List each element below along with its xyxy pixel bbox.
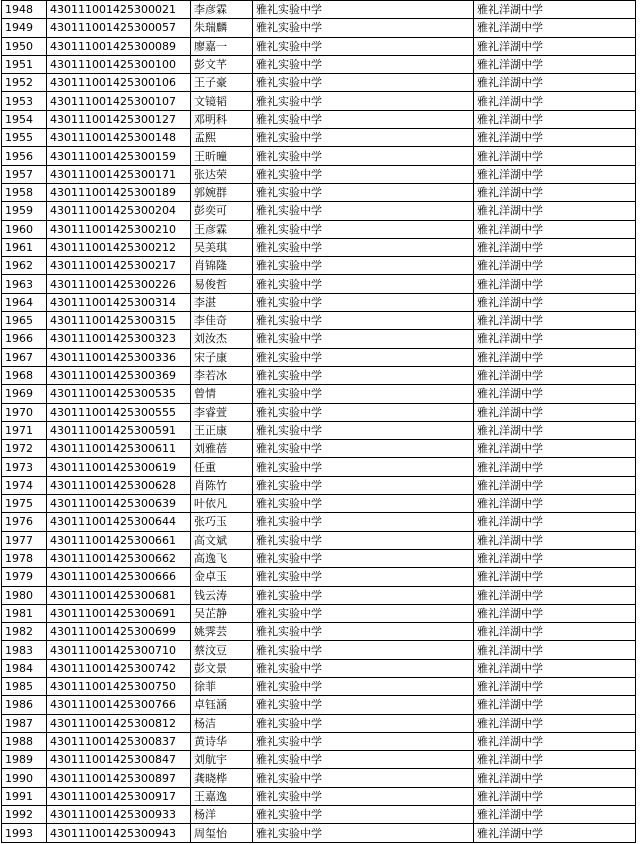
student-name-cell: 刘雅蓓 bbox=[191, 440, 253, 458]
table-row bbox=[2, 549, 636, 567]
current-school-cell: 雅礼实验中学 bbox=[253, 568, 474, 586]
exam-id-cell: 430111001425300323 bbox=[47, 330, 191, 348]
table-row bbox=[2, 568, 636, 586]
admitted-school-cell: 雅礼洋湖中学 bbox=[474, 440, 636, 458]
student-name-cell: 黄诗华 bbox=[191, 732, 253, 750]
exam-id-cell: 430111001425300897 bbox=[47, 769, 191, 787]
student-name-cell: 杨洋 bbox=[191, 806, 253, 824]
row-number-cell: 1954 bbox=[2, 110, 47, 128]
current-school-cell: 雅礼实验中学 bbox=[253, 220, 474, 238]
table-row bbox=[2, 293, 636, 311]
row-number-cell: 1981 bbox=[2, 604, 47, 622]
admitted-school-cell: 雅礼洋湖中学 bbox=[474, 385, 636, 403]
exam-id-cell: 430111001425300699 bbox=[47, 623, 191, 641]
table-row bbox=[2, 55, 636, 73]
student-name-cell: 张达荣 bbox=[191, 165, 253, 183]
table-row bbox=[2, 110, 636, 128]
row-number-cell: 1984 bbox=[2, 659, 47, 677]
row-number-cell: 1970 bbox=[2, 403, 47, 421]
row-number-cell: 1960 bbox=[2, 220, 47, 238]
admitted-school-cell: 雅礼洋湖中学 bbox=[474, 147, 636, 165]
admitted-school-cell: 雅礼洋湖中学 bbox=[474, 549, 636, 567]
current-school-cell: 雅礼实验中学 bbox=[253, 312, 474, 330]
table-row bbox=[2, 19, 636, 37]
student-name-cell: 钱云涛 bbox=[191, 586, 253, 604]
row-number-cell: 1972 bbox=[2, 440, 47, 458]
admitted-school-cell: 雅礼洋湖中学 bbox=[474, 92, 636, 110]
row-number-cell: 1986 bbox=[2, 696, 47, 714]
student-name-cell: 彭文芊 bbox=[191, 55, 253, 73]
current-school-cell: 雅礼实验中学 bbox=[253, 531, 474, 549]
row-number-cell: 1962 bbox=[2, 257, 47, 275]
current-school-cell: 雅礼实验中学 bbox=[253, 806, 474, 824]
row-number-cell: 1988 bbox=[2, 732, 47, 750]
student-name-cell: 彭奕可 bbox=[191, 202, 253, 220]
exam-id-cell: 430111001425300127 bbox=[47, 110, 191, 128]
student-name-cell: 彭文景 bbox=[191, 659, 253, 677]
exam-id-cell: 430111001425300742 bbox=[47, 659, 191, 677]
student-name-cell: 孟熙 bbox=[191, 129, 253, 147]
current-school-cell: 雅礼实验中学 bbox=[253, 19, 474, 37]
student-name-cell: 卓钰涵 bbox=[191, 696, 253, 714]
exam-id-cell: 430111001425300661 bbox=[47, 531, 191, 549]
student-name-cell: 肖锦隆 bbox=[191, 257, 253, 275]
exam-id-cell: 430111001425300639 bbox=[47, 495, 191, 513]
row-number-cell: 1973 bbox=[2, 458, 47, 476]
table-row bbox=[2, 751, 636, 769]
student-name-cell: 张巧玉 bbox=[191, 513, 253, 531]
student-name-cell: 郭婉群 bbox=[191, 183, 253, 201]
table-row bbox=[2, 824, 636, 842]
row-number-cell: 1993 bbox=[2, 824, 47, 842]
student-table-body bbox=[2, 1, 636, 843]
row-number-cell: 1956 bbox=[2, 147, 47, 165]
student-name-cell: 叶依凡 bbox=[191, 495, 253, 513]
exam-id-cell: 430111001425300710 bbox=[47, 641, 191, 659]
student-name-cell: 王正康 bbox=[191, 421, 253, 439]
row-number-cell: 1976 bbox=[2, 513, 47, 531]
exam-id-cell: 430111001425300837 bbox=[47, 732, 191, 750]
admitted-school-cell: 雅礼洋湖中学 bbox=[474, 751, 636, 769]
admitted-school-cell: 雅礼洋湖中学 bbox=[474, 312, 636, 330]
table-row bbox=[2, 476, 636, 494]
admitted-school-cell: 雅礼洋湖中学 bbox=[474, 129, 636, 147]
table-row bbox=[2, 769, 636, 787]
admitted-school-cell: 雅礼洋湖中学 bbox=[474, 348, 636, 366]
current-school-cell: 雅礼实验中学 bbox=[253, 55, 474, 73]
student-name-cell: 廖嘉一 bbox=[191, 37, 253, 55]
row-number-cell: 1951 bbox=[2, 55, 47, 73]
table-row bbox=[2, 586, 636, 604]
current-school-cell: 雅礼实验中学 bbox=[253, 330, 474, 348]
admitted-school-cell: 雅礼洋湖中学 bbox=[474, 806, 636, 824]
row-number-cell: 1964 bbox=[2, 293, 47, 311]
row-number-cell: 1961 bbox=[2, 238, 47, 256]
current-school-cell: 雅礼实验中学 bbox=[253, 696, 474, 714]
admitted-school-cell: 雅礼洋湖中学 bbox=[474, 513, 636, 531]
admitted-school-cell: 雅礼洋湖中学 bbox=[474, 623, 636, 641]
exam-id-cell: 430111001425300662 bbox=[47, 549, 191, 567]
current-school-cell: 雅礼实验中学 bbox=[253, 586, 474, 604]
admitted-school-cell: 雅礼洋湖中学 bbox=[474, 458, 636, 476]
table-row bbox=[2, 147, 636, 165]
table-row bbox=[2, 495, 636, 513]
table-row bbox=[2, 202, 636, 220]
exam-id-cell: 430111001425300666 bbox=[47, 568, 191, 586]
admitted-school-cell: 雅礼洋湖中学 bbox=[474, 568, 636, 586]
exam-id-cell: 430111001425300106 bbox=[47, 74, 191, 92]
student-name-cell: 邓明科 bbox=[191, 110, 253, 128]
current-school-cell: 雅礼实验中学 bbox=[253, 476, 474, 494]
student-name-cell: 高文斌 bbox=[191, 531, 253, 549]
exam-id-cell: 430111001425300917 bbox=[47, 787, 191, 805]
exam-id-cell: 430111001425300204 bbox=[47, 202, 191, 220]
admitted-school-cell: 雅礼洋湖中学 bbox=[474, 677, 636, 695]
admitted-school-cell: 雅礼洋湖中学 bbox=[474, 714, 636, 732]
admitted-school-cell: 雅礼洋湖中学 bbox=[474, 165, 636, 183]
exam-id-cell: 430111001425300217 bbox=[47, 257, 191, 275]
admitted-school-cell: 雅礼洋湖中学 bbox=[474, 366, 636, 384]
exam-id-cell: 430111001425300933 bbox=[47, 806, 191, 824]
student-name-cell: 吴芷静 bbox=[191, 604, 253, 622]
exam-id-cell: 430111001425300336 bbox=[47, 348, 191, 366]
admitted-school-cell: 雅礼洋湖中学 bbox=[474, 824, 636, 842]
exam-id-cell: 430111001425300628 bbox=[47, 476, 191, 494]
row-number-cell: 1955 bbox=[2, 129, 47, 147]
row-number-cell: 1948 bbox=[2, 1, 47, 19]
table-row bbox=[2, 129, 636, 147]
admitted-school-cell: 雅礼洋湖中学 bbox=[474, 696, 636, 714]
admitted-school-cell: 雅礼洋湖中学 bbox=[474, 74, 636, 92]
current-school-cell: 雅礼实验中学 bbox=[253, 202, 474, 220]
exam-id-cell: 430111001425300159 bbox=[47, 147, 191, 165]
table-row bbox=[2, 696, 636, 714]
student-table bbox=[1, 0, 636, 843]
row-number-cell: 1989 bbox=[2, 751, 47, 769]
table-row bbox=[2, 257, 636, 275]
row-number-cell: 1975 bbox=[2, 495, 47, 513]
admitted-school-cell: 雅礼洋湖中学 bbox=[474, 275, 636, 293]
admitted-school-cell: 雅礼洋湖中学 bbox=[474, 495, 636, 513]
row-number-cell: 1958 bbox=[2, 183, 47, 201]
exam-id-cell: 430111001425300314 bbox=[47, 293, 191, 311]
row-number-cell: 1966 bbox=[2, 330, 47, 348]
row-number-cell: 1982 bbox=[2, 623, 47, 641]
admitted-school-cell: 雅礼洋湖中学 bbox=[474, 659, 636, 677]
admitted-school-cell: 雅礼洋湖中学 bbox=[474, 641, 636, 659]
table-row bbox=[2, 385, 636, 403]
current-school-cell: 雅礼实验中学 bbox=[253, 421, 474, 439]
student-name-cell: 王昕曈 bbox=[191, 147, 253, 165]
current-school-cell: 雅礼实验中学 bbox=[253, 751, 474, 769]
student-name-cell: 蔡汶豆 bbox=[191, 641, 253, 659]
exam-id-cell: 430111001425300057 bbox=[47, 19, 191, 37]
table-row bbox=[2, 183, 636, 201]
current-school-cell: 雅礼实验中学 bbox=[253, 165, 474, 183]
student-name-cell: 王嘉逸 bbox=[191, 787, 253, 805]
student-name-cell: 周玺怡 bbox=[191, 824, 253, 842]
table-row bbox=[2, 348, 636, 366]
row-number-cell: 1971 bbox=[2, 421, 47, 439]
current-school-cell: 雅礼实验中学 bbox=[253, 385, 474, 403]
exam-id-cell: 430111001425300535 bbox=[47, 385, 191, 403]
current-school-cell: 雅礼实验中学 bbox=[253, 1, 474, 19]
current-school-cell: 雅礼实验中学 bbox=[253, 458, 474, 476]
row-number-cell: 1992 bbox=[2, 806, 47, 824]
exam-id-cell: 430111001425300943 bbox=[47, 824, 191, 842]
exam-id-cell: 430111001425300691 bbox=[47, 604, 191, 622]
row-number-cell: 1985 bbox=[2, 677, 47, 695]
exam-id-cell: 430111001425300100 bbox=[47, 55, 191, 73]
admitted-school-cell: 雅礼洋湖中学 bbox=[474, 220, 636, 238]
admitted-school-cell: 雅礼洋湖中学 bbox=[474, 183, 636, 201]
current-school-cell: 雅礼实验中学 bbox=[253, 293, 474, 311]
table-row bbox=[2, 787, 636, 805]
row-number-cell: 1991 bbox=[2, 787, 47, 805]
current-school-cell: 雅礼实验中学 bbox=[253, 440, 474, 458]
admitted-school-cell: 雅礼洋湖中学 bbox=[474, 238, 636, 256]
current-school-cell: 雅礼实验中学 bbox=[253, 677, 474, 695]
table-row bbox=[2, 641, 636, 659]
student-name-cell: 易俊哲 bbox=[191, 275, 253, 293]
row-number-cell: 1990 bbox=[2, 769, 47, 787]
student-name-cell: 龚晓桦 bbox=[191, 769, 253, 787]
row-number-cell: 1967 bbox=[2, 348, 47, 366]
admitted-school-cell: 雅礼洋湖中学 bbox=[474, 586, 636, 604]
row-number-cell: 1957 bbox=[2, 165, 47, 183]
current-school-cell: 雅礼实验中学 bbox=[253, 549, 474, 567]
table-row bbox=[2, 37, 636, 55]
table-row bbox=[2, 1, 636, 19]
admitted-school-cell: 雅礼洋湖中学 bbox=[474, 1, 636, 19]
exam-id-cell: 430111001425300555 bbox=[47, 403, 191, 421]
table-row bbox=[2, 366, 636, 384]
student-name-cell: 李湛 bbox=[191, 293, 253, 311]
student-name-cell: 杨洁 bbox=[191, 714, 253, 732]
row-number-cell: 1969 bbox=[2, 385, 47, 403]
row-number-cell: 1980 bbox=[2, 586, 47, 604]
admitted-school-cell: 雅礼洋湖中学 bbox=[474, 330, 636, 348]
row-number-cell: 1983 bbox=[2, 641, 47, 659]
exam-id-cell: 430111001425300644 bbox=[47, 513, 191, 531]
row-number-cell: 1963 bbox=[2, 275, 47, 293]
student-name-cell: 王彦霖 bbox=[191, 220, 253, 238]
admitted-school-cell: 雅礼洋湖中学 bbox=[474, 19, 636, 37]
current-school-cell: 雅礼实验中学 bbox=[253, 641, 474, 659]
table-row bbox=[2, 659, 636, 677]
row-number-cell: 1965 bbox=[2, 312, 47, 330]
exam-id-cell: 430111001425300847 bbox=[47, 751, 191, 769]
current-school-cell: 雅礼实验中学 bbox=[253, 623, 474, 641]
exam-id-cell: 430111001425300212 bbox=[47, 238, 191, 256]
exam-id-cell: 430111001425300189 bbox=[47, 183, 191, 201]
student-name-cell: 文镜韬 bbox=[191, 92, 253, 110]
student-name-cell: 吴美琪 bbox=[191, 238, 253, 256]
student-name-cell: 刘航宇 bbox=[191, 751, 253, 769]
current-school-cell: 雅礼实验中学 bbox=[253, 74, 474, 92]
table-row bbox=[2, 165, 636, 183]
table-row bbox=[2, 92, 636, 110]
student-name-cell: 金卓玉 bbox=[191, 568, 253, 586]
table-row bbox=[2, 440, 636, 458]
admitted-school-cell: 雅礼洋湖中学 bbox=[474, 55, 636, 73]
current-school-cell: 雅礼实验中学 bbox=[253, 92, 474, 110]
student-name-cell: 王子豪 bbox=[191, 74, 253, 92]
current-school-cell: 雅礼实验中学 bbox=[253, 183, 474, 201]
exam-id-cell: 430111001425300766 bbox=[47, 696, 191, 714]
student-name-cell: 任重 bbox=[191, 458, 253, 476]
student-name-cell: 宋子康 bbox=[191, 348, 253, 366]
student-name-cell: 李睿萱 bbox=[191, 403, 253, 421]
exam-id-cell: 430111001425300148 bbox=[47, 129, 191, 147]
table-row bbox=[2, 513, 636, 531]
table-row bbox=[2, 421, 636, 439]
admitted-school-cell: 雅礼洋湖中学 bbox=[474, 403, 636, 421]
admitted-school-cell: 雅礼洋湖中学 bbox=[474, 604, 636, 622]
table-row bbox=[2, 458, 636, 476]
admitted-school-cell: 雅礼洋湖中学 bbox=[474, 732, 636, 750]
admitted-school-cell: 雅礼洋湖中学 bbox=[474, 531, 636, 549]
exam-id-cell: 430111001425300812 bbox=[47, 714, 191, 732]
current-school-cell: 雅礼实验中学 bbox=[253, 403, 474, 421]
table-row bbox=[2, 531, 636, 549]
row-number-cell: 1974 bbox=[2, 476, 47, 494]
current-school-cell: 雅礼实验中学 bbox=[253, 348, 474, 366]
table-row bbox=[2, 330, 636, 348]
row-number-cell: 1959 bbox=[2, 202, 47, 220]
table-row bbox=[2, 312, 636, 330]
exam-id-cell: 430111001425300107 bbox=[47, 92, 191, 110]
current-school-cell: 雅礼实验中学 bbox=[253, 37, 474, 55]
student-name-cell: 李若冰 bbox=[191, 366, 253, 384]
current-school-cell: 雅礼实验中学 bbox=[253, 257, 474, 275]
table-row bbox=[2, 238, 636, 256]
row-number-cell: 1979 bbox=[2, 568, 47, 586]
current-school-cell: 雅礼实验中学 bbox=[253, 769, 474, 787]
exam-id-cell: 430111001425300315 bbox=[47, 312, 191, 330]
current-school-cell: 雅礼实验中学 bbox=[253, 604, 474, 622]
row-number-cell: 1949 bbox=[2, 19, 47, 37]
table-row bbox=[2, 806, 636, 824]
row-number-cell: 1952 bbox=[2, 74, 47, 92]
current-school-cell: 雅礼实验中学 bbox=[253, 732, 474, 750]
admitted-school-cell: 雅礼洋湖中学 bbox=[474, 476, 636, 494]
admitted-school-cell: 雅礼洋湖中学 bbox=[474, 293, 636, 311]
row-number-cell: 1953 bbox=[2, 92, 47, 110]
row-number-cell: 1968 bbox=[2, 366, 47, 384]
admitted-school-cell: 雅礼洋湖中学 bbox=[474, 421, 636, 439]
table-row bbox=[2, 677, 636, 695]
admitted-school-cell: 雅礼洋湖中学 bbox=[474, 202, 636, 220]
student-name-cell: 李佳奇 bbox=[191, 312, 253, 330]
admitted-school-cell: 雅礼洋湖中学 bbox=[474, 257, 636, 275]
table-row bbox=[2, 220, 636, 238]
table-row bbox=[2, 604, 636, 622]
current-school-cell: 雅礼实验中学 bbox=[253, 110, 474, 128]
exam-id-cell: 430111001425300226 bbox=[47, 275, 191, 293]
admitted-school-cell: 雅礼洋湖中学 bbox=[474, 787, 636, 805]
table-row bbox=[2, 74, 636, 92]
row-number-cell: 1977 bbox=[2, 531, 47, 549]
student-name-cell: 李彦霖 bbox=[191, 1, 253, 19]
exam-id-cell: 430111001425300681 bbox=[47, 586, 191, 604]
admitted-school-cell: 雅礼洋湖中学 bbox=[474, 37, 636, 55]
table-row bbox=[2, 732, 636, 750]
admitted-school-cell: 雅礼洋湖中学 bbox=[474, 769, 636, 787]
exam-id-cell: 430111001425300021 bbox=[47, 1, 191, 19]
current-school-cell: 雅礼实验中学 bbox=[253, 366, 474, 384]
row-number-cell: 1987 bbox=[2, 714, 47, 732]
row-number-cell: 1950 bbox=[2, 37, 47, 55]
student-name-cell: 姚霁芸 bbox=[191, 623, 253, 641]
current-school-cell: 雅礼实验中学 bbox=[253, 513, 474, 531]
student-name-cell: 朱瑞麟 bbox=[191, 19, 253, 37]
exam-id-cell: 430111001425300171 bbox=[47, 165, 191, 183]
table-row bbox=[2, 403, 636, 421]
current-school-cell: 雅礼实验中学 bbox=[253, 787, 474, 805]
row-number-cell: 1978 bbox=[2, 549, 47, 567]
current-school-cell: 雅礼实验中学 bbox=[253, 238, 474, 256]
current-school-cell: 雅礼实验中学 bbox=[253, 824, 474, 842]
exam-id-cell: 430111001425300591 bbox=[47, 421, 191, 439]
exam-id-cell: 430111001425300210 bbox=[47, 220, 191, 238]
exam-id-cell: 430111001425300369 bbox=[47, 366, 191, 384]
student-name-cell: 曾情 bbox=[191, 385, 253, 403]
exam-id-cell: 430111001425300619 bbox=[47, 458, 191, 476]
current-school-cell: 雅礼实验中学 bbox=[253, 129, 474, 147]
current-school-cell: 雅礼实验中学 bbox=[253, 714, 474, 732]
student-name-cell: 肖陈竹 bbox=[191, 476, 253, 494]
table-row bbox=[2, 623, 636, 641]
student-name-cell: 徐菲 bbox=[191, 677, 253, 695]
current-school-cell: 雅礼实验中学 bbox=[253, 495, 474, 513]
table-row bbox=[2, 275, 636, 293]
current-school-cell: 雅礼实验中学 bbox=[253, 147, 474, 165]
admitted-school-cell: 雅礼洋湖中学 bbox=[474, 110, 636, 128]
current-school-cell: 雅礼实验中学 bbox=[253, 659, 474, 677]
student-name-cell: 刘汝杰 bbox=[191, 330, 253, 348]
table-row bbox=[2, 714, 636, 732]
exam-id-cell: 430111001425300750 bbox=[47, 677, 191, 695]
exam-id-cell: 430111001425300089 bbox=[47, 37, 191, 55]
student-name-cell: 高逸飞 bbox=[191, 549, 253, 567]
current-school-cell: 雅礼实验中学 bbox=[253, 275, 474, 293]
exam-id-cell: 430111001425300611 bbox=[47, 440, 191, 458]
